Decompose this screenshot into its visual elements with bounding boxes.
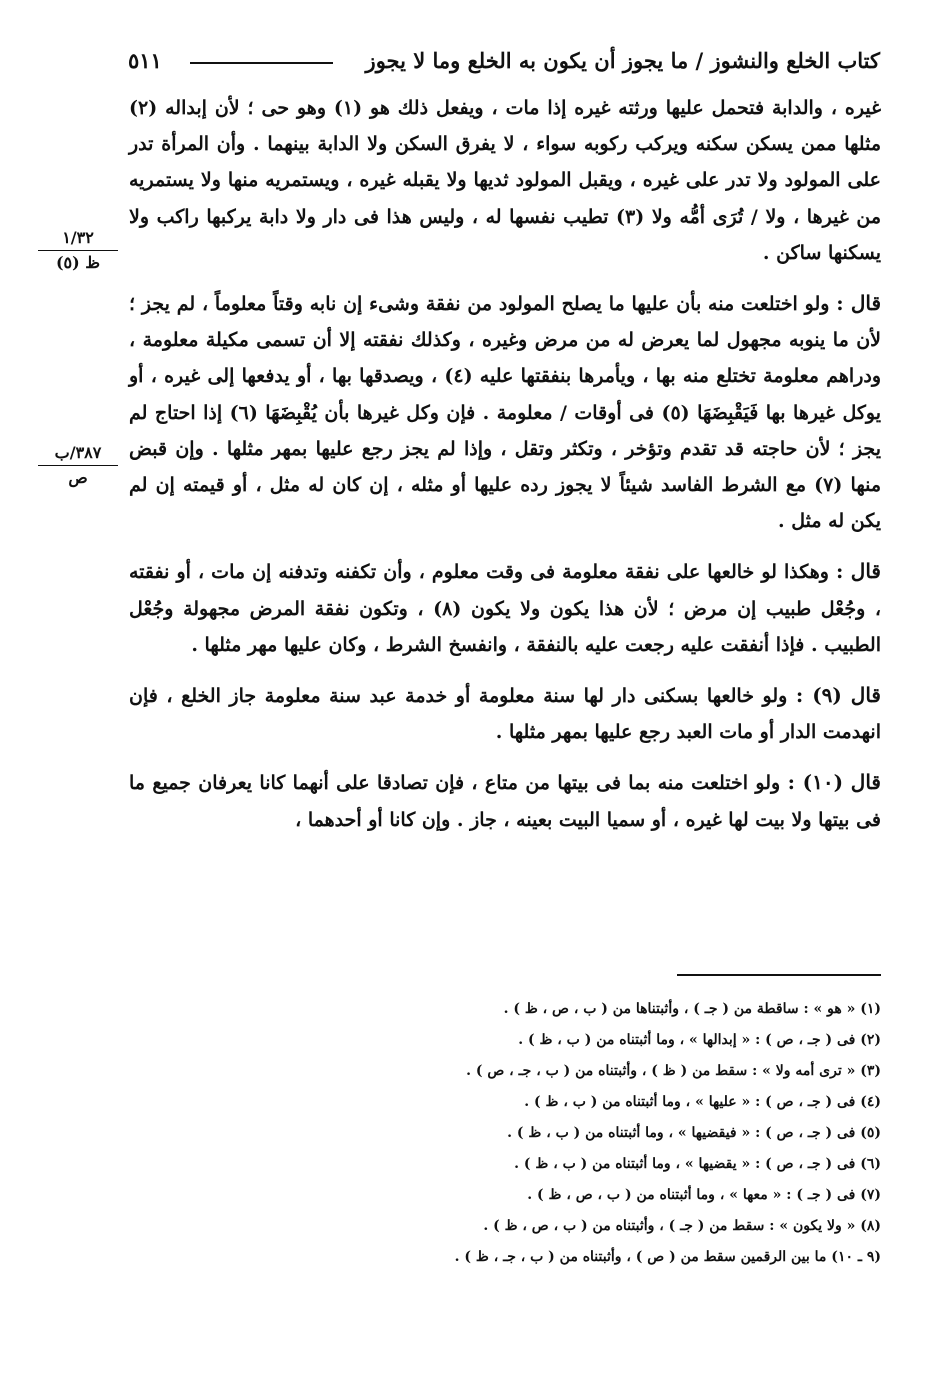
margin-note-number: ٣٨٧/ب — [38, 443, 118, 466]
footnote: (٤) فى ( جـ ، ص ) : « عليها » ، وما أثبتناه من ( ب ، ظ ) . — [524, 1094, 881, 1110]
page-number: ٥١١ — [128, 48, 162, 73]
footnote: (٣) « ترى أمه ولا » : سقط من ( ظ ) ، وأثبتناه من ( ب ، جـ ، ص ) . — [466, 1063, 881, 1079]
paragraph — [129, 90, 881, 271]
paragraph-keyword: قال : — [836, 291, 881, 316]
paragraph-text: غيره ، والدابة فتحمل عليها ورثته غيره إذا مات ، ويفعل ذلك هو (١) وهو حى ؛ لأن إبداله (٢) مثلها ممن يسكن سكنه ويركب ركوبه سواء ، لا يفرق السكن ولا الدابة بينهما . وأن المرأة تدر على المولود ولا تدر على غيره ، ويقبل المولود ثديها ولا يقبله غيره ، ويستمريه منها ولا يستمريه من غيرها ، ولا / تُرَى أمُّه ولا (٣) تطيب نفسها له ، وليس هذا فى دار ولا دابة يركبها راكب ولا يسكنها ساكن . — [129, 97, 882, 264]
footnote: (٩ ـ ١٠) ما بين الرقمين سقط من ( ص ) ، وأثبتناه من ( ب ، جـ ، ظ ) . — [454, 1249, 881, 1265]
paragraph-text: ولو خالعها بسكنى دار لها سنة معلومة أو خدمة عبد سنة معلومة جاز الخلع ، فإن انهدمت الدار أو مات العبد رجع عليها بمهر مثلها . — [129, 685, 881, 744]
paragraph — [129, 285, 881, 539]
running-header — [128, 44, 880, 84]
footnote-rule — [677, 974, 881, 976]
header-rule — [190, 62, 333, 64]
footnote: (١) « هو » : ساقطة من ( جـ ) ، وأثبتناها من ( ب ، ص ، ظ ) . — [503, 1001, 881, 1017]
main-text — [129, 90, 881, 838]
paragraph-text: ولو اختلعت منه بما فى بيتها من متاع ، فإن تصادقا على أنهما كانا يعرفان جميع ما فى بيتها ولا بيت لها غيره ، أو سميا البيت بعينه ، جاز . وإن كانا أو أحدهما ، — [129, 772, 881, 831]
footnote: (٨) « ولا يكون » : سقط من ( جـ ) ، وأثبتناه من ( ب ، ص ، ظ ) . — [483, 1218, 881, 1234]
paragraph — [129, 764, 881, 837]
footnote: (٥) فى ( جـ ، ص ) : « فيقضيها » ، وما أثبتناه من ( ب ، ظ ) . — [507, 1125, 881, 1141]
footnote: (٧) فى ( جـ ) : « معها » ، وما أثبتناه من ( ب ، ص ، ظ ) . — [527, 1187, 881, 1203]
margin-note-source: ص — [68, 468, 88, 487]
margin-note — [38, 228, 118, 273]
footnote: (٦) فى ( جـ ، ص ) : « يقضيها » ، وما أثبتناه من ( ب ، ظ ) . — [514, 1156, 881, 1172]
paragraph-keyword: قال (٩) : — [795, 683, 881, 708]
paragraph-text: وهكذا لو خالعها على نفقة معلومة فى وقت معلوم ، وأن تكفنه وتدفنه إن مات ، أو نفقته ، وجُعْل طبيب إن مرض ؛ لأن هذا يكون ولا يكون (٨) ، وتكون نفقة المرض مجهولة وجُعْل الطبيب . فإذا أنفقت عليه رجعت عليه بالنفقة ، وانفسخ الشرط ، وكان عليها مهر مثلها . — [129, 561, 881, 656]
paragraph — [129, 553, 881, 663]
paragraph — [129, 677, 881, 750]
margin-note-number: ١/٣٢ — [38, 228, 118, 251]
footnotes — [129, 994, 881, 1273]
chapter-title: كتاب الخلع والنشوز / ما يجوز أن يكون به الخلع وما لا يجوز — [365, 48, 880, 73]
paragraph-text: ولو اختلعت منه بأن عليها ما يصلح المولود من نفقة وشىء إن نابه وقتاً معلوماً ، لم يجز ؛ لأن ما ينوبه مجهول لما يعرض له من مرض وغيره ، وكذلك نفقته إلا أن تسمى مكيلة معلومة ، ودراهم معلومة تختلع منه بها ، ويأمرها بنفقتها عليه (٤) ، ويصدقها بها ، أو يدفعها إلى غيره ، أو يوكل غيرها بها فَيَقْبِضَهَا (٥) فى أوقات / معلومة . فإن وكل غيرها بأن يُقْبِضَهَا (٦) إذا احتاج لم يجز ؛ لأن حاجته قد تقدم وتؤخر ، وتكثر وتقل ، وإذا لم يجز رجع عليها بمهر مثلها . وإن قبض منها (٧) مع الشرط الفاسد شيئاً لا يجوز رده عليها أو مثله ، إن كان له مثل ، أو قيمته إن لم يكن له مثل . — [129, 293, 882, 533]
footnote: (٢) فى ( جـ ، ص ) : « إبدالها » ، وما أثبتناه من ( ب ، ظ ) . — [518, 1032, 881, 1048]
margin-note-source: ظ (٥) — [55, 253, 101, 272]
margin-note — [38, 443, 118, 488]
paragraph-keyword: قال : — [836, 559, 881, 584]
paragraph-keyword: قال (١٠) : — [787, 770, 881, 795]
